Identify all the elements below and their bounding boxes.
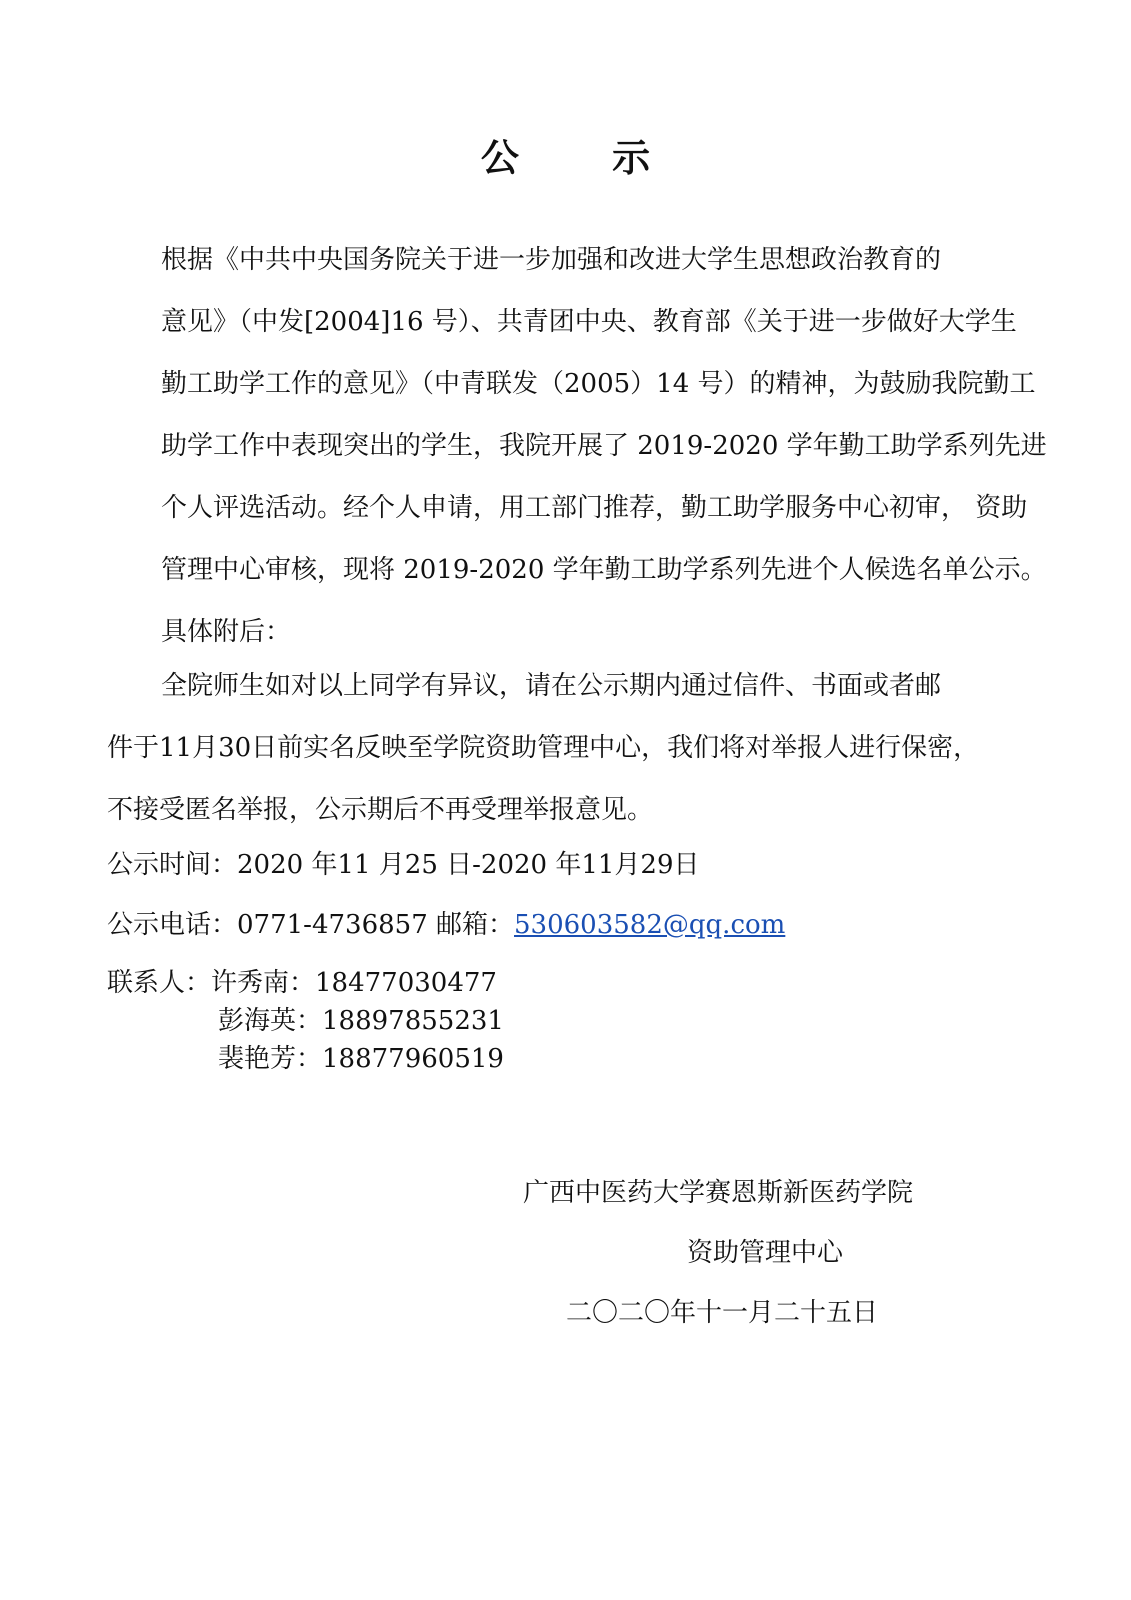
contact-person: 许秀南：18477030477 — [211, 968, 497, 998]
signature-department: 资助管理中心 — [687, 1238, 844, 1268]
contact-person: 彭海英：18897855231 — [218, 1006, 504, 1036]
notice-phone-email — [107, 905, 785, 945]
notice-period: 公示时间：2020 年11 月25 日-2020 年11月29日 — [107, 850, 700, 880]
notice-paragraph-1 — [107, 229, 1047, 663]
paragraph-line: 管理中心审核，现将 2019-2020 学年勤工助学系列先进个人候选名单公示。 — [161, 555, 1047, 585]
paragraph-line: 助学工作中表现突出的学生，我院开展了 2019-2020 学年勤工助学系列先进 — [161, 431, 1047, 461]
signature-organization: 广西中医药大学赛恩斯新医药学院 — [523, 1178, 914, 1208]
page-title: 公 示 — [480, 136, 691, 180]
paragraph-line: 全院师生如对以上同学有异议，请在公示期内通过信件、书面或者邮 — [161, 671, 942, 701]
paragraph-line: 个人评选活动。经个人申请，用工部门推荐，勤工助学服务中心初审， 资助 — [161, 493, 1028, 523]
phone-label: 公示电话：0771-4736857 邮箱： — [107, 910, 515, 940]
paragraph-line: 根据《中共中央国务院关于进一步加强和改进大学生思想政治教育的 — [161, 245, 942, 275]
signature-date: 二〇二〇年十一月二十五日 — [566, 1298, 879, 1328]
paragraph-line: 件于11月30日前实名反映至学院资助管理中心，我们将对举报人进行保密， — [107, 733, 980, 763]
paragraph-line: 具体附后： — [161, 617, 292, 647]
contact-person: 裴艳芳：18877960519 — [218, 1044, 504, 1074]
contact-row — [107, 964, 504, 1002]
email-link[interactable]: 530603582@qq.com — [514, 910, 786, 940]
notice-paragraph-2 — [107, 655, 1032, 841]
contacts-block — [107, 964, 504, 1078]
contact-row — [107, 1002, 504, 1040]
paragraph-line: 意见》（中发[2004]16 号）、共青团中央、教育部《关于进一步做好大学生 — [161, 307, 1017, 337]
contacts-label: 联系人： — [107, 968, 212, 998]
contact-row — [107, 1040, 504, 1078]
paragraph-line: 不接受匿名举报，公示期后不再受理举报意见。 — [107, 795, 654, 825]
paragraph-line: 勤工助学工作的意见》（中青联发（2005）14 号）的精神，为鼓励我院勤工 — [161, 369, 1036, 399]
